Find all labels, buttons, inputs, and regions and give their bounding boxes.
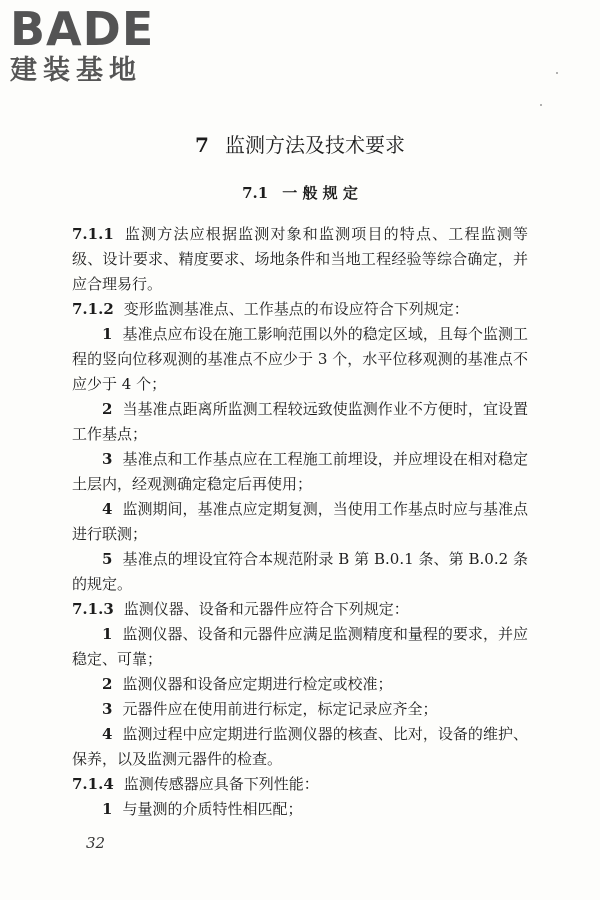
clause-paragraph <box>72 597 528 622</box>
logo-wordmark: BADE <box>10 2 155 56</box>
item-text: 与量测的介质特性相匹配； <box>122 800 303 818</box>
clause-number: 7.1.2 <box>72 300 114 318</box>
item-number: 5 <box>102 550 113 568</box>
section-number: 7.1 <box>242 184 269 202</box>
clause-paragraph <box>72 222 528 297</box>
item-paragraph <box>72 722 528 772</box>
chapter-title <box>0 130 600 160</box>
item-number: 3 <box>102 700 113 718</box>
item-number: 4 <box>102 725 113 743</box>
clause-number: 7.1.1 <box>72 225 114 243</box>
item-paragraph <box>72 447 528 497</box>
item-number: 2 <box>102 675 113 693</box>
item-paragraph <box>72 322 528 397</box>
item-paragraph <box>72 672 528 697</box>
clause-number: 7.1.3 <box>72 600 114 618</box>
clause-text: 监测传感器应具备下列性能： <box>123 775 319 793</box>
item-text: 元器件应在使用前进行标定，标定记录应齐全； <box>122 700 438 718</box>
item-paragraph <box>72 797 528 822</box>
item-paragraph <box>72 697 528 722</box>
clause-paragraph <box>72 772 528 797</box>
item-text: 基准点的埋设宜符合本规范附录 B 第 B.0.1 条、第 B.0.2 条的规定。 <box>72 550 528 593</box>
item-text: 当基准点距离所监测工程较远致使监测作业不方便时，宜设置工作基点； <box>72 400 528 443</box>
item-text: 监测过程中应定期进行监测仪器的核查、比对，设备的维护、保养，以及监测元器件的检查。 <box>72 725 528 768</box>
item-paragraph <box>72 547 528 597</box>
item-number: 4 <box>102 500 113 518</box>
page-number: 32 <box>86 834 106 852</box>
item-text: 基准点应布设在施工影响范围以外的稳定区域，且每个监测工程的竖向位移观测的基准点不应少于 3 个，水平位移观测的基准点不应少于 4 个； <box>72 325 528 393</box>
section-title <box>0 181 600 205</box>
clause-paragraph <box>72 297 528 322</box>
scan-speck <box>556 72 558 74</box>
item-text: 监测仪器和设备应定期进行检定或校准； <box>122 675 393 693</box>
scan-speck <box>540 104 542 106</box>
item-text: 基准点和工作基点应在工程施工前埋设，并应埋设在相对稳定土层内，经观测确定稳定后再使用； <box>72 450 528 493</box>
item-number: 1 <box>102 800 113 818</box>
item-paragraph <box>72 622 528 672</box>
item-number: 3 <box>102 450 113 468</box>
item-paragraph <box>72 397 528 447</box>
item-number: 2 <box>102 400 113 418</box>
section-title-text: 一 般 规 定 <box>282 184 358 202</box>
item-number: 1 <box>102 625 113 643</box>
clause-text: 变形监测基准点、工作基点的布设应符合下列规定： <box>123 300 469 318</box>
item-number: 1 <box>102 325 113 343</box>
logo-subtitle: 建装基地 <box>10 55 142 86</box>
chapter-number: 7 <box>195 133 209 157</box>
logo <box>10 4 180 88</box>
clause-number: 7.1.4 <box>72 775 114 793</box>
item-paragraph <box>72 497 528 547</box>
clause-text: 监测方法应根据监测对象和监测项目的特点、工程监测等级、设计要求、精度要求、场地条件和当地工程经验等综合确定，并应合理易行。 <box>72 225 528 293</box>
clause-text: 监测仪器、设备和元器件应符合下列规定： <box>123 600 409 618</box>
body-text <box>72 222 528 822</box>
chapter-title-text: 监测方法及技术要求 <box>224 133 405 157</box>
item-text: 监测期间，基准点应定期复测，当使用工作基点时应与基准点进行联测； <box>72 500 528 543</box>
item-text: 监测仪器、设备和元器件应满足监测精度和量程的要求，并应稳定、可靠； <box>72 625 528 668</box>
